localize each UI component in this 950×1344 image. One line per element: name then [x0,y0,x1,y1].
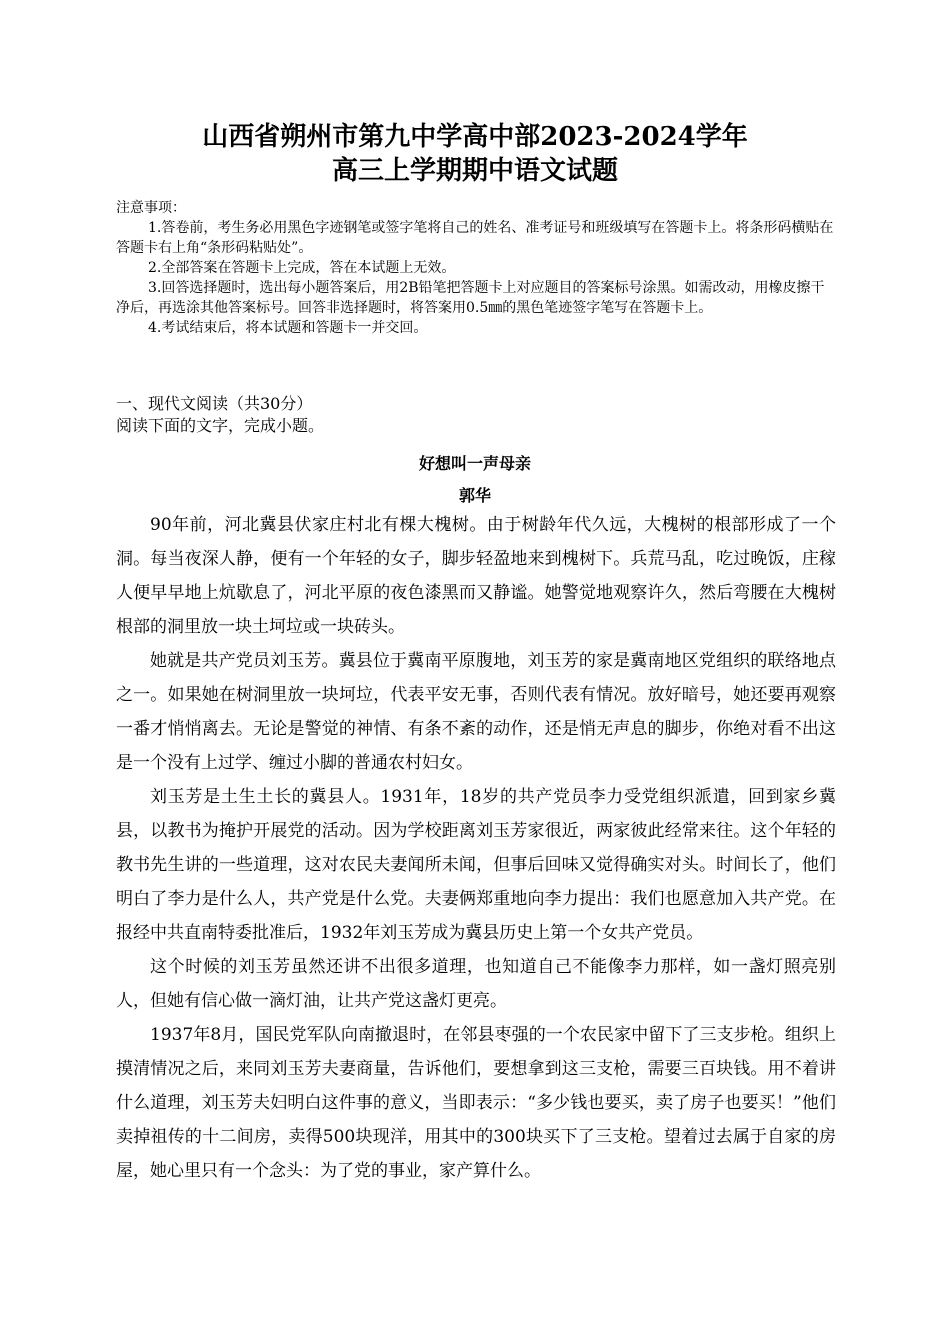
exam-title-line1: 山西省朔州市第九中学高中部2023-2024学年 [202,122,748,152]
article-body [116,508,836,1188]
article-title: 好想叫一声母亲 [418,454,531,473]
section-block [116,393,836,437]
article-paragraph: 90年前，河北冀县伏家庄村北有棵大槐树。由于树龄年代久远，大槐树的根部形成了一个洞。每当夜深人静，便有一个年轻的女子，脚步轻盈地来到槐树下。兵荒马乱，吃过晚饭，庄稼人便早早地上炕歇息了，河北平原的夜色漆黑而又静谧。她警觉地观察许久，然后弯腰在大槐树根部的洞里放一块土坷垃或一块砖头。 [116,515,836,637]
notes-block [116,198,836,338]
exam-title-line2: 高三上学期期中语文试题 [331,156,618,186]
note-item: 3.回答选择题时，选出每小题答案后，用2B铅笔把答题卡上对应题目的答案标号涂黑。如需改动，用橡皮擦干净后，再选涂其他答案标号。回答非选择题时，将答案用0.5㎜的黑色笔迹签字笔写在答题卡上。 [116,280,825,316]
note-item: 1.答卷前，考生务必用黑色字迹钢笔或签字笔将自己的姓名、准考证号和班级填写在答题卡上。将条形码横贴在答题卡右上角“条形码粘贴处”。 [116,220,834,256]
article-paragraph: 这个时候的刘玉芳虽然还讲不出很多道理，也知道自己不能像李力那样，如一盏灯照亮别人，但她有信心做一滴灯油，让共产党这盏灯更亮。 [116,957,836,1011]
article-paragraph: 她就是共产党员刘玉芳。冀县位于冀南平原腹地，刘玉芳的家是冀南地区党组织的联络地点之一。如果她在树洞里放一块坷垃，代表平安无事，否则代表有情况。放好暗号，她还要再观察一番才悄悄离去。无论是警觉的神情、有条不紊的动作，还是悄无声息的脚步，你绝对看不出这是一个没有上过学、缠过小脚的普通农村妇女。 [116,651,836,773]
note-item: 2.全部答案在答题卡上完成，答在本试题上无效。 [148,260,456,276]
notes-heading: 注意事项： [116,200,186,216]
section-heading: 一、现代文阅读（共30分） [116,394,313,413]
note-item: 4.考试结束后，将本试题和答题卡一并交回。 [148,320,428,336]
section-instruction: 阅读下面的文字，完成小题。 [116,416,325,435]
article-author: 郭华 [458,486,491,505]
article-paragraph: 1937年8月，国民党军队向南撤退时，在邻县枣强的一个农民家中留下了三支步枪。组织上摸清情况之后，来同刘玉芳夫妻商量，告诉他们，要想拿到这三支枪，需要三百块钱。用不着讲什么道理，刘玉芳夫妇明白这件事的意义，当即表示：“多少钱也要买，卖了房子也要买！”他们卖掉祖传的十二间房，卖得500块现洋，用其中的300块买下了三支枪。望着过去属于自家的房屋，她心里只有一个念头：为了党的事业，家产算什么。 [116,1025,836,1181]
article-paragraph: 刘玉芳是土生土长的冀县人。1931年，18岁的共产党员李力受党组织派遣，回到家乡冀县，以教书为掩护开展党的活动。因为学校距离刘玉芳家很近，两家彼此经常来往。这个年轻的教书先生讲的一些道理，这对农民夫妻闻所未闻，但事后回味又觉得确实对头。时间长了，他们明白了李力是什么人，共产党是什么党。夫妻俩郑重地向李力提出：我们也愿意加入共产党。在报经中共直南特委批准后，1932年刘玉芳成为冀县历史上第一个女共产党员。 [116,787,836,943]
